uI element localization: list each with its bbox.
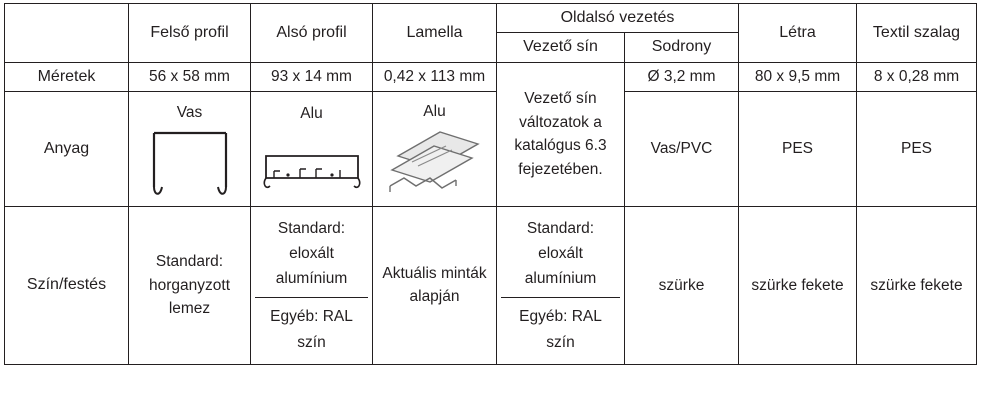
cell-meretek-felso-profil: 56 x 58 mm xyxy=(129,62,251,91)
column-header-also-profil: Alsó profil xyxy=(251,4,373,63)
cell-anyag-letra: PES xyxy=(739,91,857,206)
cell-meretek-letra: 80 x 9,5 mm xyxy=(739,62,857,91)
table-row xyxy=(5,91,977,206)
cell-szin-letra: szürke fekete xyxy=(739,206,857,364)
specification-table xyxy=(4,3,977,365)
u-channel-profile-icon xyxy=(144,127,236,201)
table-row xyxy=(5,62,977,91)
cell-anyag-also-profil xyxy=(251,91,373,206)
cell-szin-also-egyeb: Egyéb: RAL szín xyxy=(270,308,353,351)
cell-szin-vezeto-sin xyxy=(497,206,625,364)
material-label-also: Alu xyxy=(300,105,323,123)
column-header-lamella: Lamella xyxy=(373,4,497,63)
cell-meretek-lamella: 0,42 x 113 mm xyxy=(373,62,497,91)
corner-blank-cell xyxy=(5,4,129,63)
table-header-row-group xyxy=(5,4,977,33)
cell-szin-also-standard: Standard: eloxált alumínium xyxy=(255,210,368,298)
cell-szin-lamella: Aktuális minták alapján xyxy=(373,206,497,364)
cell-anyag-textil: PES xyxy=(857,91,977,206)
cell-szin-vezeto-egyeb: Egyéb: RAL szín xyxy=(519,308,602,351)
cell-anyag-felso-profil xyxy=(129,91,251,206)
column-header-letra: Létra xyxy=(739,4,857,63)
row-header-anyag: Anyag xyxy=(5,91,129,206)
flat-rail-profile-icon xyxy=(260,128,364,200)
column-header-vezeto-sin: Vezető sín xyxy=(497,33,625,62)
row-header-szin-festes: Szín/festés xyxy=(5,206,129,364)
slat-blade-profile-icon xyxy=(382,126,488,202)
column-header-sodrony: Sodrony xyxy=(625,33,739,62)
cell-meretek-textil: 8 x 0,28 mm xyxy=(857,62,977,91)
column-header-textil-szalag: Textil szalag xyxy=(857,4,977,63)
cell-meretek-sodrony: Ø 3,2 mm xyxy=(625,62,739,91)
cell-szin-felso-profil: Standard: horganyzott lemez xyxy=(129,206,251,364)
cell-anyag-sodrony: Vas/PVC xyxy=(625,91,739,206)
column-header-felso-profil: Felső profil xyxy=(129,4,251,63)
material-label-lamella: Alu xyxy=(423,103,446,121)
cell-meretek-also-profil: 93 x 14 mm xyxy=(251,62,373,91)
material-label-felso: Vas xyxy=(176,104,203,122)
column-group-header-oldalso-vezetes: Oldalsó vezetés xyxy=(497,4,739,33)
cell-szin-textil: szürke fekete xyxy=(857,206,977,364)
cell-szin-also-profil xyxy=(251,206,373,364)
cell-meretek-vezeto-sin: Vezető sín változatok a katalógus 6.3 fejezetében. xyxy=(497,62,625,206)
cell-anyag-lamella xyxy=(373,91,497,206)
row-header-meretek: Méretek xyxy=(5,62,129,91)
table-row xyxy=(5,206,977,364)
cell-szin-vezeto-standard: Standard: eloxált alumínium xyxy=(501,210,620,298)
cell-szin-sodrony: szürke xyxy=(625,206,739,364)
